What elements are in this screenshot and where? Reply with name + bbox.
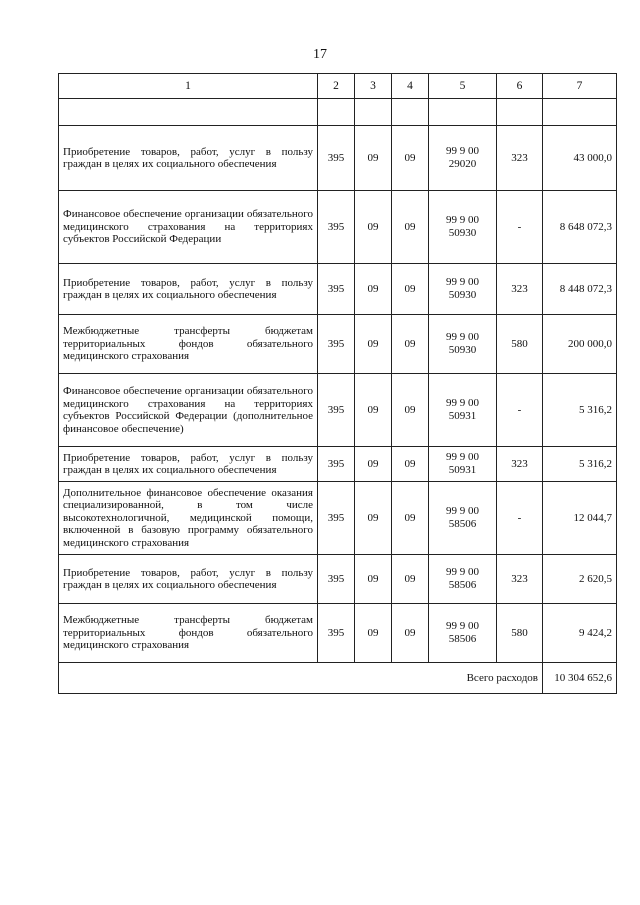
- column-header: 5: [429, 74, 497, 99]
- target-article-code: 99 9 00 50930: [429, 315, 497, 374]
- expense-type-code: 323: [497, 447, 543, 482]
- subsection-code: 09: [392, 482, 429, 555]
- amount: 43 000,0: [543, 126, 617, 191]
- expense-type-code: -: [497, 191, 543, 264]
- expense-name: Приобретение товаров, работ, услуг в пользу граждан в целях их социального обеспечения: [59, 447, 318, 482]
- amount: 2 620,5: [543, 555, 617, 604]
- expense-type-code: 323: [497, 126, 543, 191]
- table-row: [59, 604, 617, 663]
- target-article-code: 99 9 00 58506: [429, 555, 497, 604]
- ministry-code: 395: [318, 447, 355, 482]
- ministry-code: 395: [318, 482, 355, 555]
- ministry-code: 395: [318, 555, 355, 604]
- expense-type-code: -: [497, 374, 543, 447]
- section-code: 09: [355, 555, 392, 604]
- table-row: [59, 191, 617, 264]
- table-row: [59, 126, 617, 191]
- table-row: [59, 315, 617, 374]
- table-row: [59, 264, 617, 315]
- section-code: 09: [355, 126, 392, 191]
- target-article-code: 99 9 00 58506: [429, 604, 497, 663]
- section-code: 09: [355, 374, 392, 447]
- ministry-code: 395: [318, 126, 355, 191]
- amount: 200 000,0: [543, 315, 617, 374]
- amount: 12 044,7: [543, 482, 617, 555]
- column-header: 2: [318, 74, 355, 99]
- table-row: [59, 447, 617, 482]
- subsection-code: 09: [392, 447, 429, 482]
- subsection-code: 09: [392, 315, 429, 374]
- target-article-code: 99 9 00 58506: [429, 482, 497, 555]
- expense-type-code: 323: [497, 555, 543, 604]
- expense-name: Приобретение товаров, работ, услуг в пользу граждан в целях их социального обеспечения: [59, 126, 318, 191]
- expense-name: Дополнительное финансовое обеспечение оказания специализированной, в том числе высокотехнологичной, медицинской помощи, включенной в базовую программу обязательного медицинского страхования: [59, 482, 318, 555]
- total-row: [59, 663, 617, 694]
- page-number: 17: [313, 47, 327, 62]
- expense-type-code: 580: [497, 604, 543, 663]
- section-code: 09: [355, 191, 392, 264]
- expense-name: Приобретение товаров, работ, услуг в пользу граждан в целях их социального обеспечения: [59, 264, 318, 315]
- amount: 8 648 072,3: [543, 191, 617, 264]
- total-label: Всего расходов: [59, 663, 543, 694]
- expense-name: Приобретение товаров, работ, услуг в пользу граждан в целях их социального обеспечения: [59, 555, 318, 604]
- table-row: [59, 482, 617, 555]
- column-header: 6: [497, 74, 543, 99]
- expense-type-code: 580: [497, 315, 543, 374]
- expense-type-code: -: [497, 482, 543, 555]
- section-code: 09: [355, 604, 392, 663]
- total-value: 10 304 652,6: [543, 663, 617, 694]
- expense-type-code: 323: [497, 264, 543, 315]
- subsection-code: 09: [392, 604, 429, 663]
- table-header-row: [59, 74, 617, 99]
- empty-row: [59, 99, 617, 126]
- target-article-code: 99 9 00 29020: [429, 126, 497, 191]
- ministry-code: 395: [318, 374, 355, 447]
- ministry-code: 395: [318, 191, 355, 264]
- target-article-code: 99 9 00 50931: [429, 374, 497, 447]
- subsection-code: 09: [392, 555, 429, 604]
- expenditure-table: [58, 73, 617, 694]
- section-code: 09: [355, 482, 392, 555]
- subsection-code: 09: [392, 264, 429, 315]
- section-code: 09: [355, 447, 392, 482]
- subsection-code: 09: [392, 374, 429, 447]
- amount: 9 424,2: [543, 604, 617, 663]
- expense-name: Финансовое обеспечение организации обязательного медицинского страхования на территориях субъектов Российской Федерации (дополнительное финансовое обеспечение): [59, 374, 318, 447]
- ministry-code: 395: [318, 315, 355, 374]
- table-row: [59, 374, 617, 447]
- ministry-code: 395: [318, 264, 355, 315]
- amount: 5 316,2: [543, 447, 617, 482]
- column-header: 1: [59, 74, 318, 99]
- column-header: 3: [355, 74, 392, 99]
- target-article-code: 99 9 00 50930: [429, 264, 497, 315]
- subsection-code: 09: [392, 191, 429, 264]
- subsection-code: 09: [392, 126, 429, 191]
- column-header: 4: [392, 74, 429, 99]
- target-article-code: 99 9 00 50931: [429, 447, 497, 482]
- expense-name: Межбюджетные трансферты бюджетам территориальных фондов обязательного медицинского страхования: [59, 315, 318, 374]
- amount: 8 448 072,3: [543, 264, 617, 315]
- expense-name: Межбюджетные трансферты бюджетам территориальных фондов обязательного медицинского страхования: [59, 604, 318, 663]
- ministry-code: 395: [318, 604, 355, 663]
- section-code: 09: [355, 315, 392, 374]
- column-header: 7: [543, 74, 617, 99]
- amount: 5 316,2: [543, 374, 617, 447]
- table-row: [59, 555, 617, 604]
- expense-name: Финансовое обеспечение организации обязательного медицинского страхования на территориях субъектов Российской Федерации: [59, 191, 318, 264]
- target-article-code: 99 9 00 50930: [429, 191, 497, 264]
- section-code: 09: [355, 264, 392, 315]
